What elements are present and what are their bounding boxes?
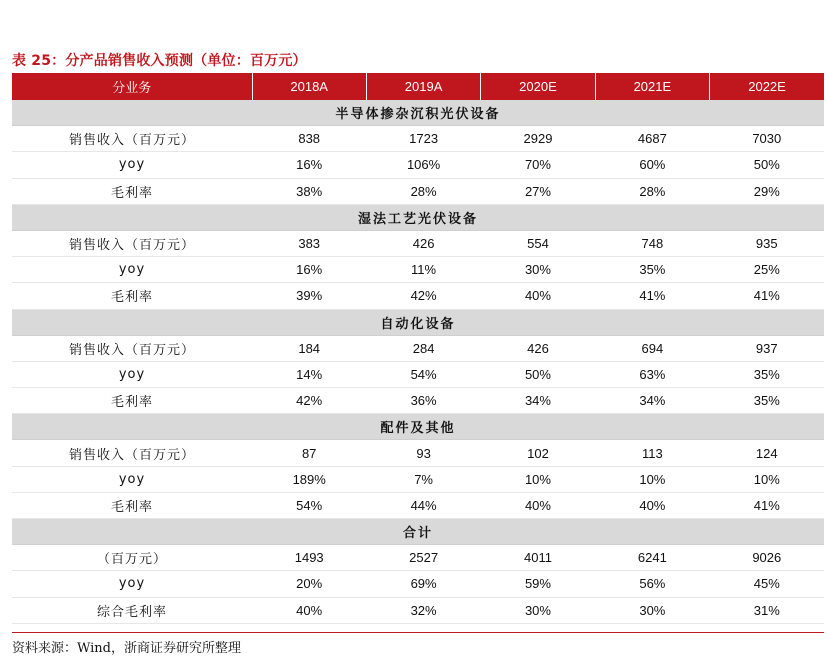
row-label: 综合毛利率 xyxy=(12,597,252,623)
section-title: 配件及其他 xyxy=(12,414,824,440)
section-title: 合计 xyxy=(12,519,824,545)
table-cell: 1493 xyxy=(252,545,366,571)
row-label: 销售收入（百万元） xyxy=(12,126,252,152)
table-cell: 36% xyxy=(366,388,480,414)
section-header-row xyxy=(12,204,824,230)
row-label: （百万元） xyxy=(12,545,252,571)
table-cell: 93 xyxy=(366,440,480,466)
table-cell: 42% xyxy=(366,283,480,309)
row-label: 毛利率 xyxy=(12,492,252,518)
row-label: 毛利率 xyxy=(12,283,252,309)
table-cell: 426 xyxy=(366,230,480,256)
table-cell: 383 xyxy=(252,230,366,256)
table-cell: 34% xyxy=(481,388,595,414)
table-cell: 124 xyxy=(710,440,824,466)
table-cell: 284 xyxy=(366,335,480,361)
section-title: 湿法工艺光伏设备 xyxy=(12,204,824,230)
table-row xyxy=(12,178,824,204)
table-cell: 28% xyxy=(595,178,709,204)
source-note: 资料来源：Wind，浙商证券研究所整理 xyxy=(12,632,824,656)
row-label: 毛利率 xyxy=(12,178,252,204)
row-label: 销售收入（百万元） xyxy=(12,230,252,256)
header-year: 2022E xyxy=(710,73,824,100)
table-cell: 10% xyxy=(481,466,595,492)
table-cell: 31% xyxy=(710,597,824,623)
section-header-row xyxy=(12,309,824,335)
row-label: 销售收入（百万元） xyxy=(12,440,252,466)
table-row xyxy=(12,283,824,309)
table-cell: 27% xyxy=(481,178,595,204)
table-header-row xyxy=(12,73,824,100)
table-row xyxy=(12,152,824,178)
table-cell: 32% xyxy=(366,597,480,623)
section-header-row xyxy=(12,100,824,126)
table-cell: 11% xyxy=(366,257,480,283)
table-cell: 937 xyxy=(710,335,824,361)
table-row xyxy=(12,230,824,256)
table-cell: 102 xyxy=(481,440,595,466)
table-cell: 10% xyxy=(595,466,709,492)
table-cell: 426 xyxy=(481,335,595,361)
table-cell: 935 xyxy=(710,230,824,256)
section-header-row xyxy=(12,414,824,440)
table-cell: 69% xyxy=(366,571,480,597)
table-cell: 748 xyxy=(595,230,709,256)
table-cell: 50% xyxy=(481,361,595,387)
table-row xyxy=(12,571,824,597)
row-label: yoy xyxy=(12,152,252,178)
table-row xyxy=(12,126,824,152)
table-cell: 2929 xyxy=(481,126,595,152)
table-cell: 50% xyxy=(710,152,824,178)
table-cell: 38% xyxy=(252,178,366,204)
table-cell: 70% xyxy=(481,152,595,178)
table-cell: 28% xyxy=(366,178,480,204)
table-cell: 694 xyxy=(595,335,709,361)
table-cell: 113 xyxy=(595,440,709,466)
table-cell: 45% xyxy=(710,571,824,597)
table-row xyxy=(12,492,824,518)
table-cell: 4011 xyxy=(481,545,595,571)
table-cell: 106% xyxy=(366,152,480,178)
table-cell: 184 xyxy=(252,335,366,361)
table-cell: 41% xyxy=(710,283,824,309)
table-cell: 14% xyxy=(252,361,366,387)
table-cell: 6241 xyxy=(595,545,709,571)
table-row xyxy=(12,597,824,623)
table-cell: 40% xyxy=(481,283,595,309)
table-row xyxy=(12,545,824,571)
table-cell: 2527 xyxy=(366,545,480,571)
table-cell: 60% xyxy=(595,152,709,178)
table-cell: 4687 xyxy=(595,126,709,152)
table-cell: 16% xyxy=(252,257,366,283)
header-year: 2021E xyxy=(595,73,709,100)
header-year: 2019A xyxy=(366,73,480,100)
table-cell: 34% xyxy=(595,388,709,414)
table-cell: 7030 xyxy=(710,126,824,152)
row-label: 销售收入（百万元） xyxy=(12,335,252,361)
table-cell: 9026 xyxy=(710,545,824,571)
table-cell: 40% xyxy=(252,597,366,623)
table-row xyxy=(12,335,824,361)
table-cell: 16% xyxy=(252,152,366,178)
row-label: yoy xyxy=(12,257,252,283)
table-cell: 87 xyxy=(252,440,366,466)
table-cell: 35% xyxy=(710,388,824,414)
header-year: 2018A xyxy=(252,73,366,100)
table-cell: 25% xyxy=(710,257,824,283)
table-cell: 189% xyxy=(252,466,366,492)
table-cell: 41% xyxy=(710,492,824,518)
table-row xyxy=(12,388,824,414)
row-label: yoy xyxy=(12,466,252,492)
forecast-table xyxy=(12,73,824,624)
table-title: 表 25：分产品销售收入预测（单位：百万元） xyxy=(12,53,307,69)
table-cell: 35% xyxy=(710,361,824,387)
table-cell: 41% xyxy=(595,283,709,309)
table-cell: 838 xyxy=(252,126,366,152)
table-cell: 59% xyxy=(481,571,595,597)
table-row xyxy=(12,440,824,466)
table-cell: 30% xyxy=(595,597,709,623)
table-cell: 1723 xyxy=(366,126,480,152)
table-cell: 54% xyxy=(252,492,366,518)
table-cell: 40% xyxy=(481,492,595,518)
table-row xyxy=(12,257,824,283)
table-cell: 42% xyxy=(252,388,366,414)
table-cell: 30% xyxy=(481,597,595,623)
table-cell: 29% xyxy=(710,178,824,204)
table-row xyxy=(12,466,824,492)
table-cell: 554 xyxy=(481,230,595,256)
table-cell: 54% xyxy=(366,361,480,387)
section-header-row xyxy=(12,519,824,545)
table-cell: 39% xyxy=(252,283,366,309)
table-body xyxy=(12,100,824,623)
table-cell: 20% xyxy=(252,571,366,597)
table-cell: 7% xyxy=(366,466,480,492)
row-label: yoy xyxy=(12,571,252,597)
table-row xyxy=(12,361,824,387)
table-cell: 56% xyxy=(595,571,709,597)
section-title: 自动化设备 xyxy=(12,309,824,335)
header-year: 2020E xyxy=(481,73,595,100)
table-cell: 40% xyxy=(595,492,709,518)
table-cell: 35% xyxy=(595,257,709,283)
section-title: 半导体掺杂沉积光伏设备 xyxy=(12,100,824,126)
table-cell: 63% xyxy=(595,361,709,387)
table-cell: 10% xyxy=(710,466,824,492)
table-cell: 30% xyxy=(481,257,595,283)
header-label: 分业务 xyxy=(12,73,252,100)
table-cell: 44% xyxy=(366,492,480,518)
row-label: yoy xyxy=(12,361,252,387)
row-label: 毛利率 xyxy=(12,388,252,414)
